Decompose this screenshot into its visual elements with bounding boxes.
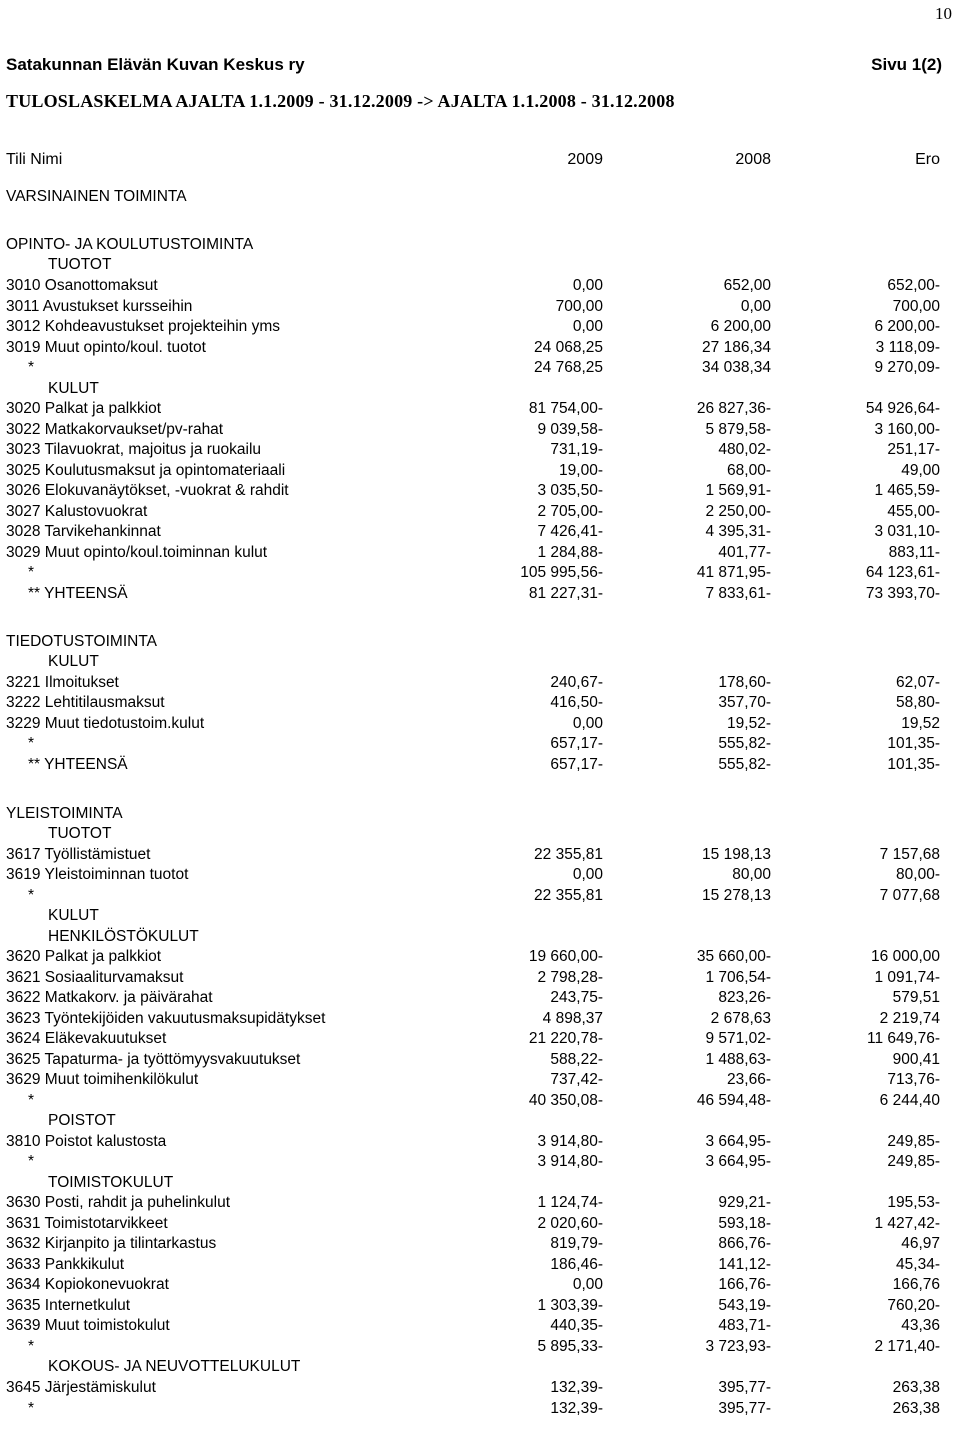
value-2008: 68,00- (727, 462, 771, 479)
value-diff: 9 270,09- (874, 359, 940, 376)
value-2008: 480,02- (718, 441, 771, 458)
value-2008: 555,82- (718, 756, 771, 773)
value-2008: 166,76- (718, 1276, 771, 1293)
value-2008: 7 833,61- (705, 585, 771, 602)
value-2008: 1 569,91- (705, 482, 771, 499)
value-2009: 132,39- (550, 1379, 603, 1396)
column-header-2009: 2009 (567, 151, 603, 168)
value-2008: 395,77- (718, 1400, 771, 1417)
value-2009: 40 350,08- (528, 1092, 603, 1109)
value-2008: 34 038,34 (702, 359, 771, 376)
value-diff: 101,35- (887, 756, 940, 773)
row-label: 3025 Koulutusmaksut ja opintomateriaali (6, 462, 286, 479)
row-label: TUOTOT (48, 825, 112, 842)
row-label: 3630 Posti, rahdit ja puhelinkulut (6, 1194, 231, 1211)
value-2009: 2 705,00- (537, 503, 603, 520)
value-2008: 401,77- (718, 544, 771, 561)
value-2008: 23,66- (727, 1071, 771, 1088)
value-2008: 866,76- (718, 1235, 771, 1252)
value-diff: 54 926,64- (865, 400, 940, 417)
value-2009: 819,79- (550, 1235, 603, 1252)
statement-row (0, 1357, 960, 1377)
value-2008: 41 871,95- (696, 564, 771, 581)
statement-row (0, 1234, 960, 1254)
page-indicator: Sivu 1(2) (871, 55, 942, 74)
statement-row (0, 563, 960, 583)
statement-row (0, 947, 960, 967)
row-label: 3026 Elokuvanäytökset, -vuokrat & rahdit (6, 482, 289, 499)
statement-row (0, 379, 960, 399)
value-diff: 45,34- (896, 1256, 940, 1273)
statement-row (0, 1214, 960, 1234)
statement-row (0, 502, 960, 522)
statement-row (0, 1050, 960, 1070)
statement-row (0, 1111, 960, 1131)
statement-row (0, 824, 960, 844)
value-2009: 3 035,50- (537, 482, 603, 499)
row-label: ** YHTEENSÄ (28, 585, 128, 602)
value-diff: 1 465,59- (874, 482, 940, 499)
value-2009: 0,00 (572, 866, 603, 883)
value-diff: 2 219,74 (879, 1010, 940, 1027)
row-label: 3027 Kalustovuokrat (6, 503, 148, 520)
row-label: KOKOUS- JA NEUVOTTELUKULUT (48, 1358, 301, 1375)
statement-row (0, 1009, 960, 1029)
value-2009: 700,00 (555, 298, 603, 315)
statement-row (0, 1296, 960, 1316)
value-diff: 251,17- (887, 441, 940, 458)
value-diff: 62,07- (896, 674, 940, 691)
value-diff: 16 000,00 (871, 948, 940, 965)
value-2009: 22 355,81 (534, 846, 603, 863)
statement-row (0, 1275, 960, 1295)
row-label: 3221 Ilmoitukset (6, 674, 119, 691)
statement-row (0, 632, 960, 652)
value-diff: 579,51 (892, 989, 940, 1006)
value-2009: 81 754,00- (528, 400, 603, 417)
statement-row (0, 673, 960, 693)
statement-row (0, 755, 960, 775)
row-label: 3029 Muut opinto/koul.toiminnan kulut (6, 544, 268, 561)
value-2009: 416,50- (550, 694, 603, 711)
row-label: * (28, 564, 35, 581)
value-diff: 455,00- (887, 503, 940, 520)
row-label: 3619 Yleistoiminnan tuotot (6, 866, 189, 883)
value-2008: 3 664,95- (705, 1153, 771, 1170)
statement-row (0, 1378, 960, 1398)
value-2008: 1 488,63- (705, 1051, 771, 1068)
value-2008: 2 678,63 (710, 1010, 771, 1027)
value-2008: 46 594,48- (696, 1092, 771, 1109)
row-label: YLEISTOIMINTA (6, 805, 123, 822)
value-2009: 3 914,80- (537, 1133, 603, 1150)
row-label: 3645 Järjestämiskulut (6, 1379, 156, 1396)
value-2009: 5 895,33- (537, 1338, 603, 1355)
value-2008: 593,18- (718, 1215, 771, 1232)
value-diff: 3 160,00- (874, 421, 940, 438)
value-2009: 19 660,00- (528, 948, 603, 965)
row-label: 3011 Avustukset kursseihin (6, 298, 193, 315)
value-2008: 652,00 (723, 277, 771, 294)
statement-row (0, 804, 960, 824)
statement-row (0, 1316, 960, 1336)
value-2009: 1 303,39- (537, 1297, 603, 1314)
value-2009: 440,35- (550, 1317, 603, 1334)
value-2009: 240,67- (550, 674, 603, 691)
row-label: ** YHTEENSÄ (28, 756, 128, 773)
statement-row (0, 440, 960, 460)
statement-row (0, 886, 960, 906)
value-2008: 15 198,13 (702, 846, 771, 863)
statement-row (0, 968, 960, 988)
value-2008: 19,52- (727, 715, 771, 732)
row-label: 3625 Tapaturma- ja työttömyysvakuutukset (6, 1051, 301, 1068)
value-2009: 588,22- (550, 1051, 603, 1068)
value-2008: 3 664,95- (705, 1133, 771, 1150)
value-2008: 357,70- (718, 694, 771, 711)
statement-row (0, 1337, 960, 1357)
statement-row (0, 1070, 960, 1090)
statement-row (0, 255, 960, 275)
column-header-account: Tili Nimi (6, 151, 63, 168)
value-2009: 186,46- (550, 1256, 603, 1273)
row-label: 3810 Poistot kalustosta (6, 1133, 167, 1150)
value-2009: 24 068,25 (534, 339, 603, 356)
value-diff: 195,53- (887, 1194, 940, 1211)
row-label: 3634 Kopiokonevuokrat (6, 1276, 169, 1293)
statement-row (0, 543, 960, 563)
statement-row (0, 714, 960, 734)
value-diff: 263,38 (892, 1379, 940, 1396)
value-diff: 883,11- (888, 544, 940, 561)
value-diff: 900,41 (892, 1051, 940, 1068)
value-2009: 0,00 (572, 277, 603, 294)
value-2009: 737,42- (550, 1071, 603, 1088)
value-2008: 6 200,00 (710, 318, 771, 335)
statement-row (0, 522, 960, 542)
value-diff: 7 077,68 (879, 887, 940, 904)
row-label: 3633 Pankkikulut (6, 1256, 125, 1273)
value-2009: 22 355,81 (534, 887, 603, 904)
value-2009: 19,00- (559, 462, 603, 479)
value-2009: 24 768,25 (534, 359, 603, 376)
statement-row (0, 338, 960, 358)
value-2009: 1 284,88- (537, 544, 603, 561)
value-2008: 4 395,31- (705, 523, 771, 540)
statement-row (0, 734, 960, 754)
column-header-diff: Ero (915, 151, 940, 168)
statement-row (0, 297, 960, 317)
value-diff: 6 200,00- (874, 318, 940, 335)
row-label: KULUT (48, 653, 99, 670)
row-label: 3229 Muut tiedotustoim.kulut (6, 715, 205, 732)
statement-row (0, 481, 960, 501)
row-label: KULUT (48, 907, 99, 924)
row-label: 3622 Matkakorv. ja päivärahat (6, 989, 213, 1006)
statement-row (0, 317, 960, 337)
value-diff: 1 427,42- (874, 1215, 940, 1232)
value-diff: 80,00- (896, 866, 940, 883)
value-2009: 105 995,56- (520, 564, 603, 581)
value-diff: 2 171,40- (874, 1338, 940, 1355)
value-2008: 3 723,93- (705, 1338, 771, 1355)
row-label: TIEDOTUSTOIMINTA (6, 633, 157, 650)
value-2009: 657,17- (550, 735, 603, 752)
statement-row (0, 187, 960, 207)
value-diff: 263,38 (892, 1400, 940, 1417)
value-diff: 249,85- (887, 1153, 940, 1170)
value-2008: 141,12- (718, 1256, 771, 1273)
statement-row (0, 1132, 960, 1152)
statement-row (0, 420, 960, 440)
row-label: OPINTO- JA KOULUTUSTOIMINTA (6, 236, 254, 253)
value-2008: 15 278,13 (702, 887, 771, 904)
value-diff: 64 123,61- (865, 564, 940, 581)
value-2008: 395,77- (718, 1379, 771, 1396)
value-diff: 652,00- (887, 277, 940, 294)
statement-row (0, 652, 960, 672)
value-diff: 58,80- (896, 694, 940, 711)
value-2009: 0,00 (572, 715, 603, 732)
row-label: 3624 Eläkevakuutukset (6, 1030, 167, 1047)
row-label: 3022 Matkakorvaukset/pv-rahat (6, 421, 224, 438)
statement-row (0, 1173, 960, 1193)
value-diff: 73 393,70- (865, 585, 940, 602)
statement-row (0, 1255, 960, 1275)
row-label: * (28, 735, 35, 752)
value-diff: 19,52 (901, 715, 940, 732)
row-label: * (28, 1092, 35, 1109)
value-2009: 0,00 (572, 318, 603, 335)
value-diff: 46,97 (901, 1235, 940, 1252)
statement-row (0, 845, 960, 865)
value-2009: 132,39- (550, 1400, 603, 1417)
row-label: VARSINAINEN TOIMINTA (6, 188, 187, 205)
statement-row (0, 584, 960, 604)
statement-row (0, 358, 960, 378)
value-diff: 3 031,10- (874, 523, 940, 540)
row-label: 3620 Palkat ja palkkiot (6, 948, 162, 965)
row-label: HENKILÖSTÖKULUT (48, 928, 199, 945)
statement-row (0, 1399, 960, 1419)
value-2008: 26 827,36- (696, 400, 771, 417)
row-label: 3639 Muut toimistokulut (6, 1317, 170, 1334)
value-2009: 0,00 (572, 1276, 603, 1293)
value-2008: 5 879,58- (705, 421, 771, 438)
value-diff: 166,76 (892, 1276, 940, 1293)
row-label: 3621 Sosiaaliturvamaksut (6, 969, 184, 986)
value-2008: 929,21- (718, 1194, 771, 1211)
report-title: TULOSLASKELMA AJALTA 1.1.2009 - 31.12.2009 -> AJALTA 1.1.2008 - 31.12.2008 (6, 91, 675, 111)
statement-row (0, 927, 960, 947)
statement-row (0, 235, 960, 255)
value-2009: 1 124,74- (537, 1194, 603, 1211)
value-2008: 27 186,34 (702, 339, 771, 356)
row-label: 3635 Internetkulut (6, 1297, 131, 1314)
value-2008: 35 660,00- (696, 948, 771, 965)
row-label: 3623 Työntekijöiden vakuutusmaksupidätykset (6, 1010, 326, 1027)
statement-row (0, 906, 960, 926)
value-2009: 7 426,41- (537, 523, 603, 540)
value-2008: 823,26- (718, 989, 771, 1006)
row-label: * (28, 887, 35, 904)
row-label: 3617 Työllistämistuet (6, 846, 151, 863)
statement-row (0, 399, 960, 419)
statement-row (0, 1193, 960, 1213)
value-diff: 760,20- (887, 1297, 940, 1314)
value-2008: 80,00 (732, 866, 771, 883)
value-2008: 178,60- (718, 674, 771, 691)
value-2009: 3 914,80- (537, 1153, 603, 1170)
organization-name: Satakunnan Elävän Kuvan Keskus ry (6, 55, 305, 74)
value-2009: 657,17- (550, 756, 603, 773)
statement-row (0, 1029, 960, 1049)
value-diff: 11 649,76- (867, 1030, 940, 1047)
value-2008: 555,82- (718, 735, 771, 752)
row-label: KULUT (48, 380, 99, 397)
value-diff: 6 244,40 (879, 1092, 940, 1109)
column-header-2008: 2008 (735, 151, 771, 168)
row-label: 3010 Osanottomaksut (6, 277, 158, 294)
statement-row (0, 1091, 960, 1111)
value-2008: 543,19- (718, 1297, 771, 1314)
value-2009: 21 220,78- (528, 1030, 603, 1047)
value-2008: 2 250,00- (705, 503, 771, 520)
value-2009: 4 898,37 (542, 1010, 603, 1027)
value-2009: 2 020,60- (537, 1215, 603, 1232)
value-diff: 7 157,68 (879, 846, 940, 863)
statement-row (0, 276, 960, 296)
value-2008: 0,00 (740, 298, 771, 315)
statement-row (0, 693, 960, 713)
value-2009: 9 039,58- (537, 421, 603, 438)
statement-row (0, 1152, 960, 1172)
value-2009: 2 798,28- (537, 969, 603, 986)
value-2008: 1 706,54- (705, 969, 771, 986)
row-label: 3020 Palkat ja palkkiot (6, 400, 162, 417)
row-label: 3023 Tilavuokrat, majoitus ja ruokailu (6, 441, 262, 458)
value-diff: 249,85- (887, 1133, 940, 1150)
row-label: * (28, 1153, 35, 1170)
row-label: 3012 Kohdeavustukset projekteihin yms (6, 318, 280, 335)
value-2008: 483,71- (718, 1317, 771, 1334)
value-diff: 1 091,74- (874, 969, 940, 986)
row-label: POISTOT (48, 1112, 116, 1129)
value-diff: 700,00 (892, 298, 940, 315)
row-label: * (28, 1400, 35, 1417)
row-label: * (28, 1338, 35, 1355)
value-2009: 731,19- (550, 441, 603, 458)
value-diff: 3 118,09- (875, 339, 940, 356)
value-2009: 243,75- (550, 989, 603, 1006)
value-2008: 9 571,02- (705, 1030, 771, 1047)
statement-row (0, 865, 960, 885)
row-label: 3028 Tarvikehankinnat (6, 523, 161, 540)
row-label: * (28, 359, 35, 376)
row-label: 3631 Toimistotarvikkeet (6, 1215, 168, 1232)
statement-row (0, 461, 960, 481)
row-label: 3019 Muut opinto/koul. tuotot (6, 339, 206, 356)
value-diff: 101,35- (887, 735, 940, 752)
row-label: 3632 Kirjanpito ja tilintarkastus (6, 1235, 217, 1252)
row-label: 3222 Lehtitilausmaksut (6, 694, 165, 711)
row-label: 3629 Muut toimihenkilökulut (6, 1071, 199, 1088)
row-label: TUOTOT (48, 256, 112, 273)
value-diff: 43,36 (901, 1317, 940, 1334)
value-diff: 49,00 (901, 462, 940, 479)
statement-row (0, 988, 960, 1008)
value-diff: 713,76- (887, 1071, 940, 1088)
row-label: TOIMISTOKULUT (48, 1174, 174, 1191)
page-number: 10 (935, 4, 952, 23)
value-2009: 81 227,31- (528, 585, 603, 602)
